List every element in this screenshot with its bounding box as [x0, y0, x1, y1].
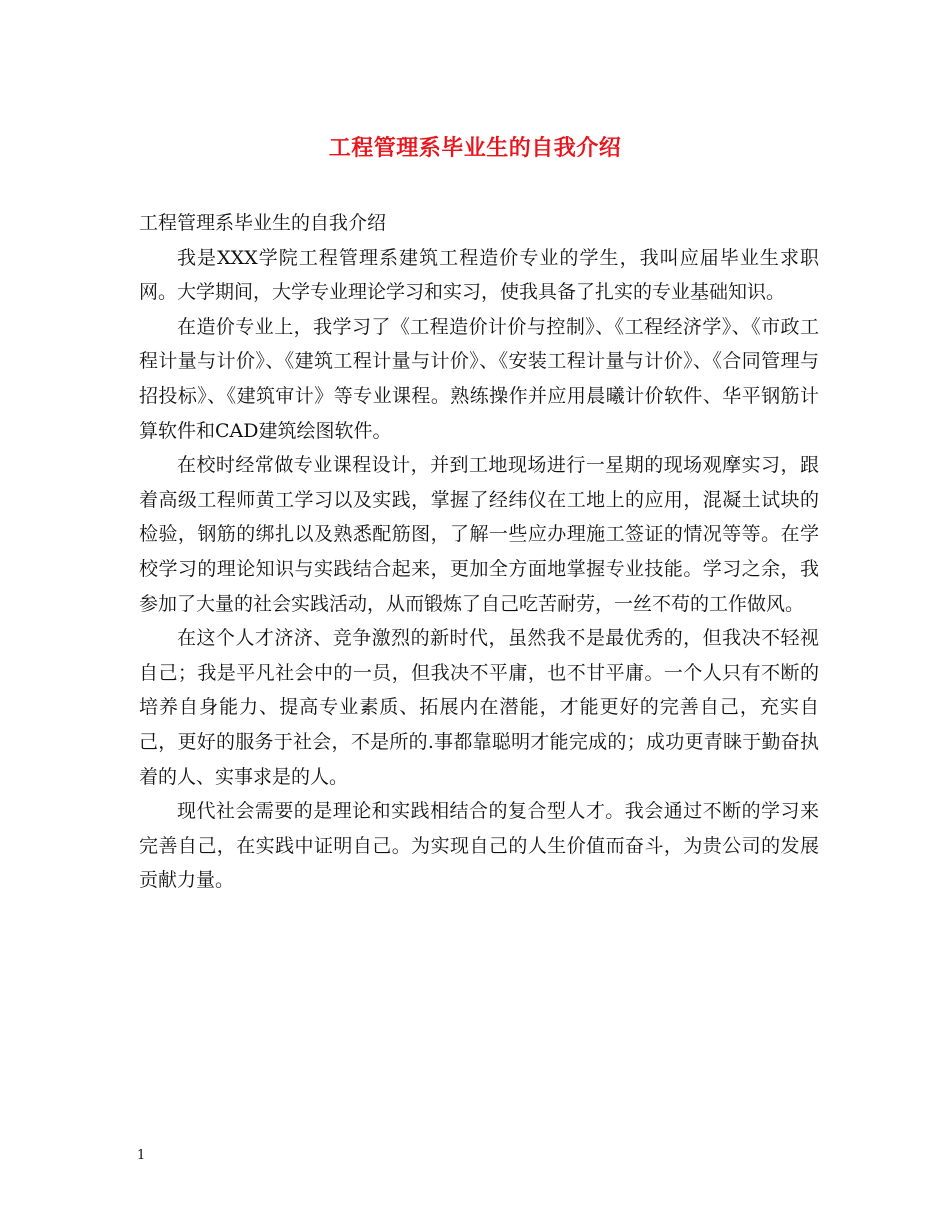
paragraph-1: 我是XXX学院工程管理系建筑工程造价专业的学生，我叫应届毕业生求职网。大学期间，大学专业理论学习和实习，使我具备了扎实的专业基础知识。 [139, 246, 819, 304]
document-title: 工程管理系毕业生的自我介绍 [328, 135, 622, 161]
document-body [139, 206, 819, 898]
paragraph-4: 在这个人才济济、竞争激烈的新时代，虽然我不是最优秀的，但我决不轻视自己；我是平凡社会中的一员，但我决不平庸，也不甘平庸。一个人只有不断的培养自身能力、提高专业素质、拓展内在潜能，才能更好的完善自己，充实自己，更好的服务于社会，不是所的.事都靠聪明才能完成的；成功更青睐于勤奋执着的人、实事求是的人。 [139, 627, 819, 788]
paragraph-3: 在校时经常做专业课程设计，并到工地现场进行一星期的现场观摩实习，跟着高级工程师黄工学习以及实践，掌握了经纬仪在工地上的应用，混凝土试块的检验，钢筋的绑扎以及熟悉配筋图，了解一些应办理施工签证的情况等等。在学校学习的理论知识与实践结合起来，更加全方面地掌握专业技能。学习之余，我参加了大量的社会实践活动，从而锻炼了自己吃苦耐劳，一丝不苟的工作做风。 [139, 454, 819, 615]
paragraph-2: 在造价专业上，我学习了《工程造价计价与控制》、《工程经济学》、《市政工程计量与计价》、《建筑工程计量与计价》、《安装工程计量与计价》、《合同管理与招投标》、《建筑审计》等专业课程。熟练操作并应用晨曦计价软件、华平钢筋计算软件和CAD建筑绘图软件。 [139, 315, 819, 442]
page-number: 1 [137, 1148, 146, 1163]
paragraph-5: 现代社会需要的是理论和实践相结合的复合型人才。我会通过不断的学习来完善自己，在实践中证明自己。为实现自己的人生价值而奋斗，为贵公司的发展贡献力量。 [139, 800, 819, 892]
document-subtitle: 工程管理系毕业生的自我介绍 [139, 212, 387, 234]
